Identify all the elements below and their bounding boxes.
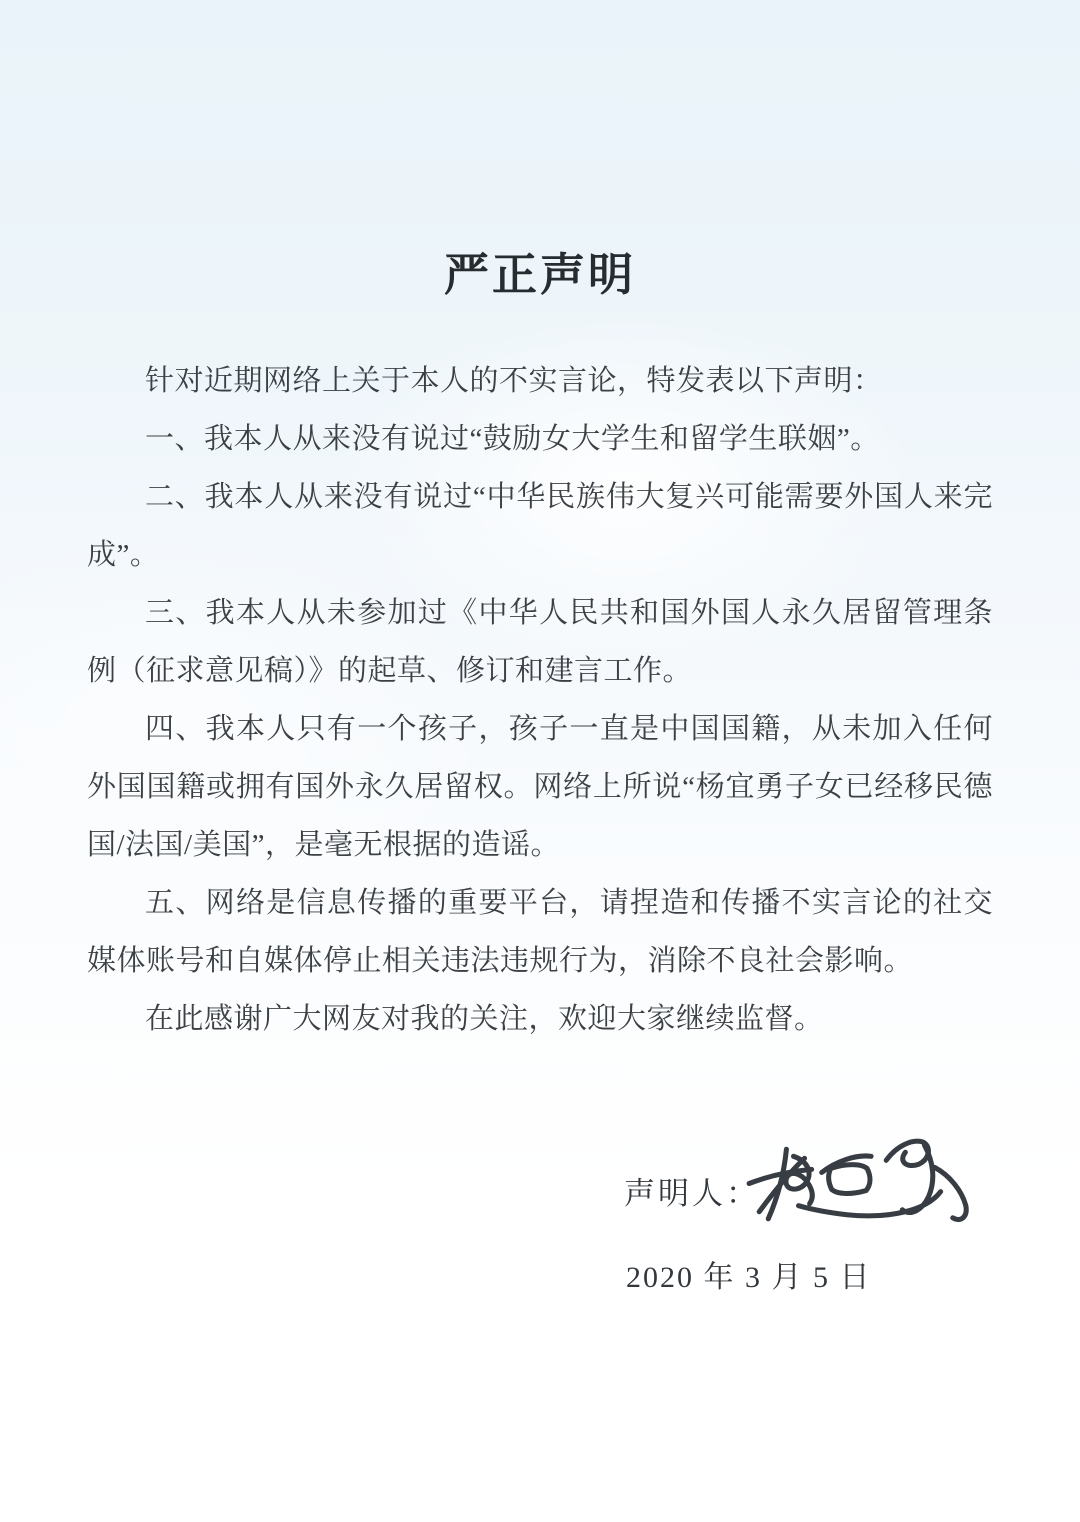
handwritten-signature [733,1116,985,1244]
statement-item-2: 二、我本人从来没有说过“中华民族伟大复兴可能需要外国人来完成”。 [87,481,993,571]
statement-item-4: 四、我本人只有一个孩子，孩子一直是中国国籍，从未加入任何外国国籍或拥有国外永久居留权。网络上所说“杨宜勇子女已经移民德国/法国/美国”，是毫无根据的造谣。 [87,713,993,861]
signature-label: 声明人： [624,1176,760,1211]
statement-body [87,352,993,1048]
statement-item-5: 五、网络是信息传播的重要平台，请捏造和传播不实言论的社交媒体账号和自媒体停止相关违法违规行为，消除不良社会影响。 [87,887,993,977]
statement-title: 严正声明 [443,249,636,300]
statement-item-3: 三、我本人从未参加过《中华人民共和国外国人永久居留管理条例（征求意见稿）》的起草、修订和建言工作。 [87,597,993,687]
statement-intro: 针对近期网络上关于本人的不实言论，特发表以下声明： [145,365,883,397]
statement-date: 2020 年 3 月 5 日 [626,1261,872,1294]
statement-item-1: 一、我本人从来没有说过“鼓励女大学生和留学生联姻”。 [145,423,880,455]
statement-closing: 在此感谢广大网友对我的关注，欢迎大家继续监督。 [145,1003,824,1035]
